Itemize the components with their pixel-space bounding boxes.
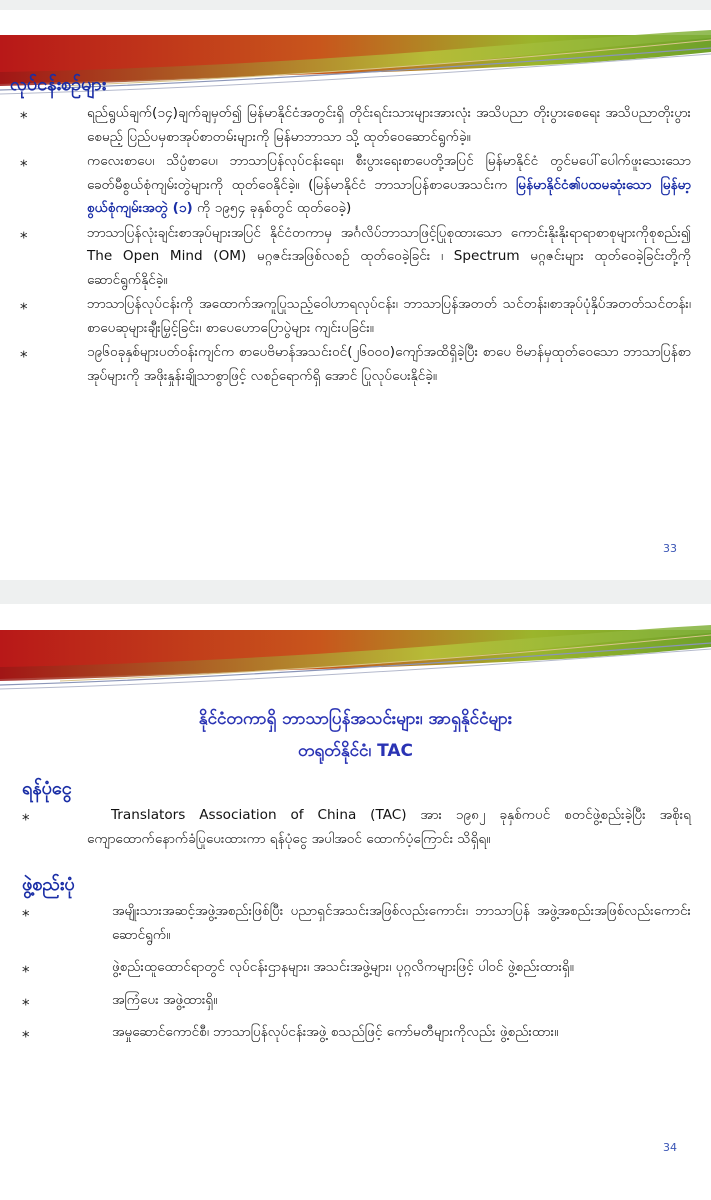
slide-title-line-2: တရုတ်နိုင်ငံ၊ TAC [297, 741, 414, 761]
highlighted-title: မြန်မာနိုင်ငံ၏ပထမဆုံးသော မြန်မာ့စွယ်စုံကျမ်းအတွဲ (၁) [87, 176, 691, 216]
list-item [22, 1021, 691, 1045]
bullet-asterisk-icon: ⁎ [20, 152, 28, 170]
list-item-text: ဘာသာပြန်လုံးချင်းစာအုပ်များအပြင် နိုင်ငံတကာမှ အင်္ဂလိပ်ဘာသာဖြင့်ပြုစုထားသော ကောင်းနိုးနိုးရာရာစာစုများကိုစုစည်း၍ The Open Mind (OM) မဂ္ဂဇင်းအဖြစ်လစဉ် ထုတ်ဝေခဲ့ခြင်း ၊ Spectrum မဂ္ဂဇင်းများ ထုတ်ဝေခဲ့ခြင်းတို့ကို ဆောင်ရွက်နိုင်ခဲ့။ [87, 224, 691, 288]
page-number: 33 [663, 542, 677, 555]
bullet-asterisk-icon: ⁎ [22, 958, 30, 976]
bullet-asterisk-icon: ⁎ [22, 990, 30, 1009]
section-heading-structure: ဖွဲ့စည်းပုံ [22, 874, 75, 895]
bullet-asterisk-icon: ⁎ [22, 902, 30, 920]
bullet-list [20, 102, 691, 388]
slide-title-line-1: နိုင်ငံတကာရှိ ဘာသာပြန်အသင်းများ၊ အာရှနိုင်ငံများ [198, 709, 513, 729]
bullet-asterisk-icon: ⁎ [22, 1023, 30, 1041]
page-number: 34 [663, 1141, 677, 1154]
list-item [20, 293, 691, 340]
list-item-text: ဘာသာပြန်လုပ်ငန်းကို အထောက်အကူပြုသည့်ဝေါဟာရလုပ်ငန်း၊ ဘာသာပြန်အတတ် သင်တန်း၊စာအုပ်ပုံနှိပ်အတတ်သင်တန်း၊ စာပေဆုများချီးမြှင့်ခြင်း၊ စာပေဟောပြောပွဲများ ကျင်းပခြင်း။ [87, 296, 691, 336]
structure-bullet-list [22, 900, 691, 1045]
list-item-text: ကို ၁၉၅၄ ခုနှစ်တွင် ထုတ်ဝေခဲ့) [192, 200, 352, 216]
list-item [22, 900, 691, 947]
bullet-asterisk-icon: ⁎ [20, 295, 28, 313]
section-heading: လုပ်ငန်းစဉ်များ [10, 74, 107, 95]
section-heading-funding: ရန်ပုံငွေ [22, 778, 72, 799]
list-item-text: ရည်ရွယ်ချက်(၁၄)ချက်ချမှတ်၍ မြန်မာနိုင်ငံအတွင်းရှိ တိုင်းရင်းသားများအားလုံး အသိပညာ တိုးပွားစေရေး အသိပညာတိုးပွားစေမည့် ပြည်ပမှစာအုပ်စာတမ်းများကို မြန်မာဘာသာ သို့ ထုတ်ဝေဆောင်ရွက်ခဲ့။ [87, 105, 691, 145]
list-item-text: ဖွဲ့စည်းထူထောင်ရာတွင် လုပ်ငန်းဌာနများ၊ အသင်းအဖွဲ့များ၊ ပုဂ္ဂလိကများဖြင့် ပါဝင် ဖွဲ့စည်းထားရှိ။ [112, 959, 574, 975]
list-item [20, 102, 691, 149]
list-item [20, 150, 691, 221]
list-item-text: အမျိုးသားအဆင့်အဖွဲ့အစည်းဖြစ်ပြီး ပညာရှင်အသင်းအဖြစ်လည်းကောင်း၊ ဘာသာပြန် အဖွဲ့အစည်းအဖြစ်လည်းကောင်း ဆောင်ရွက်။ [112, 903, 691, 943]
list-item-text: ၁၉၆၀ခုနှစ်များပတ်ဝန်းကျင်က စာပေဗိမာန်အသင်းဝင်(၂၆၀၀၀)ကျော်အထိရှိခဲ့ပြီး စာပေ ဗိမာန်မှထုတ်ဝေသော ဘာသာပြန်စာအုပ်များကို အဖိုးနှုန်းချိုသာစွာဖြင့် လစဉ်ရောက်ရှိ အောင် ပြုလုပ်ပေးနိုင်ခဲ့။ [87, 344, 691, 384]
list-item [22, 989, 691, 1013]
header-banner-swoosh [0, 10, 711, 100]
list-item [20, 222, 691, 293]
header-banner-swoosh [0, 604, 711, 694]
paragraph-text: Translators Association of China (TAC) အား ၁၉၈၂ ခုနှစ်ကပင် စတင်ဖွဲ့စည်းခဲ့ပြီး အစိုးရကျောထောက်နောက်ခံပြုပေးထားကာ ရန်ပုံငွေ အပါအဝင် ထောက်ပံ့ကြောင်း သိရှိရ။ [87, 807, 691, 847]
slide-34 [0, 604, 711, 1200]
list-item-text: ကလေးစာပေ၊ သိပ္ပံစာပေ၊ ဘာသာပြန်လုပ်ငန်းရေး၊ စီးပွားရေးစာပေတို့အပြင် မြန်မာနိုင်ငံ တွင်မပေါ်ပေါက်ဖူးသေးသော ခေတ်မီစွယ်စုံကျမ်းတွဲများကို ထုတ်ဝေနိုင်ခဲ့။ (မြန်မာနိုင်ငံ ဘာသာပြန်စာပေအသင်းက [87, 153, 691, 193]
list-item [20, 341, 691, 388]
funding-paragraph [22, 804, 691, 851]
bullet-asterisk-icon: ⁎ [20, 223, 28, 242]
bullet-asterisk-icon: ⁎ [22, 806, 30, 824]
list-item [22, 956, 691, 980]
bullet-asterisk-icon: ⁎ [20, 104, 28, 122]
list-item-text: အမှုဆောင်ကောင်စီ၊ ဘာသာပြန်လုပ်ငန်းအဖွဲ့ စသည်ဖြင့် ကော်မတီများကိုလည်း ဖွဲ့စည်းထား။ [112, 1024, 559, 1040]
list-item-text: အကြံပေး အဖွဲ့ထားရှိ။ [112, 991, 218, 1008]
bullet-asterisk-icon: ⁎ [20, 343, 28, 361]
slide-33 [0, 10, 711, 580]
